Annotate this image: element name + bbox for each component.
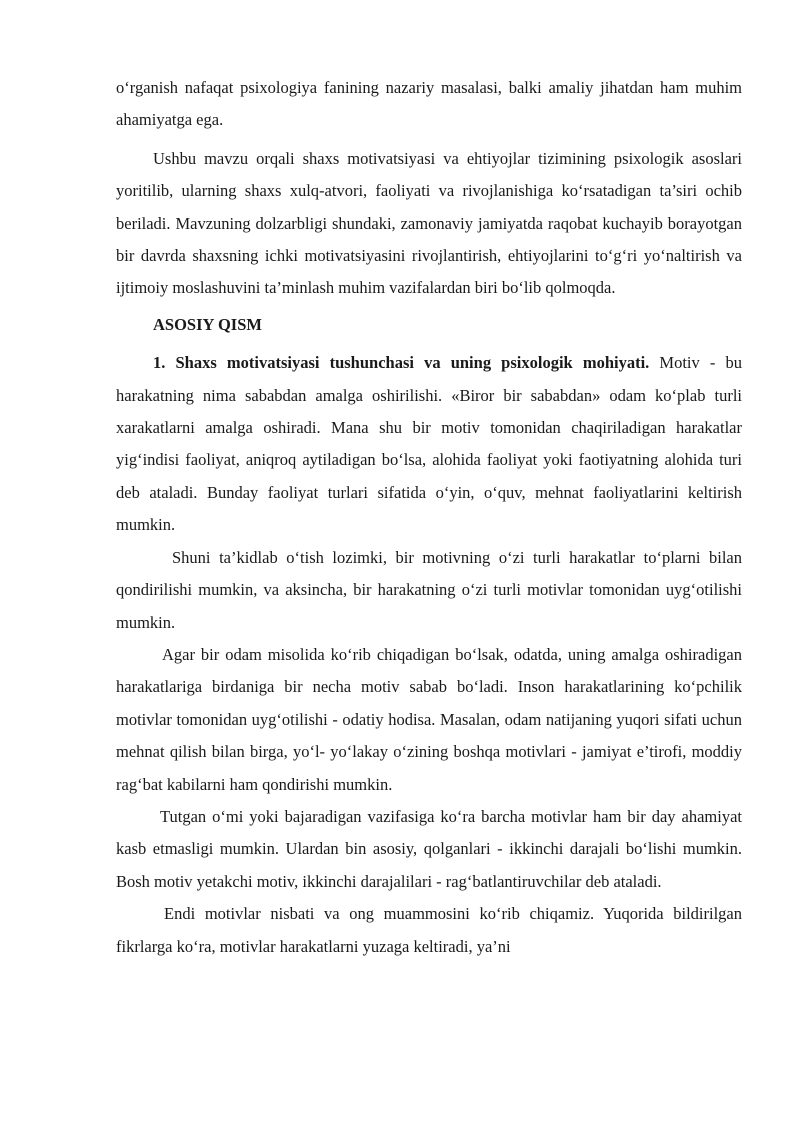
paragraph-motive-satisfaction: Shuni ta’kidlab o‘tish lozimki, bir motivning o‘zi turli harakatlar to‘plarni bilan qondirilishi mumkin, va aksincha, bir harakatning o‘zi turli motivlar tomonidan uyg‘otilishi mumkin.	[116, 547, 742, 632]
section-heading: ASOSIY QISM	[153, 314, 262, 334]
paragraph-multiple-motives: Agar bir odam misolida ko‘rib chiqadigan bo‘lsak, odatda, uning amalga oshiradigan harakatlariga birdaniga bir necha motiv sabab bo‘ladi. Inson harakatlarining ko‘pchilik motivlar tomonidan uyg‘otilishi - odatiy hodisa. Masalan, odam natijaning yuqori sifati uchun mehnat qilish bilan birga, yo‘l- yo‘lakay o‘zining boshqa motivlari - jamiyat e’tirofi, moddiy rag‘bat kabilarni ham qondirishi mumkin.	[116, 644, 742, 794]
paragraph-leading-motive: Tutgan o‘mi yoki bajaradigan vazifasiga ko‘ra barcha motivlar ham bir day ahamiyat kasb etmasligi mumkin. Ulardan bin asosiy, qolganlari - ikkinchi darajali bo‘lishi mumkin. Bosh motiv yetakchi motiv, ikkinchi darajalilari - rag‘batlantiruvchilar deb ataladi.	[116, 806, 742, 891]
paragraph-topic: Ushbu mavzu orqali shaxs motivatsiyasi va ehtiyojlar tizimining psixologik asoslari yoritilib, ularning shaxs xulq-atvori, faoliyati va rivojlanishiga ko‘rsatadigan ta’siri ochib beriladi. Mavzuning dolzarbligi shundaki, zamonaviy jamiyatda raqobat kuchayib borayotgan bir davrda shaxsning ichki motivatsiyasini rivojlantirish, ehtiyojlarini to‘g‘ri yo‘naltirish va ijtimoiy moslashuvini ta’minlash muhim vazifalardan biri bo‘lib qolmoqda.	[116, 148, 742, 298]
section-1-title: 1. Shaxs motivatsiyasi tushunchasi va uning psixologik mohiyati.	[153, 353, 650, 373]
document-page	[116, 72, 742, 963]
paragraph-motive-consciousness: Endi motivlar nisbati va ong muammosini ko‘rib chiqamiz. Yuqorida bildirilgan fikrlarga ko‘ra, motivlar harakatlarni yuzaga keltiradi, ya’ni	[116, 904, 742, 956]
paragraph-section-1	[116, 347, 742, 541]
section-1-text: Motiv - bu harakatning nima sababdan amalga oshirilishi. «Biror bir sababdan» odam ko‘plab turli xarakatlarni amalga oshiradi. Mana shu bir motiv tomonidan chaqiriladigan harakatlar yig‘indisi faoliyat, aniqroq aytiladigan bo‘lsa, alohida faoliyat yoki faotiyatning alohida turi deb ataladi. Bunday faoliyat turlari sifatida o‘yin, o‘quv, mehnat faoliyatlarini keltirish mumkin.	[116, 353, 742, 535]
paragraph-intro-end: o‘rganish nafaqat psixologiya fanining nazariy masalasi, balki amaliy jihatdan ham muhim ahamiyatga ega.	[116, 78, 742, 130]
